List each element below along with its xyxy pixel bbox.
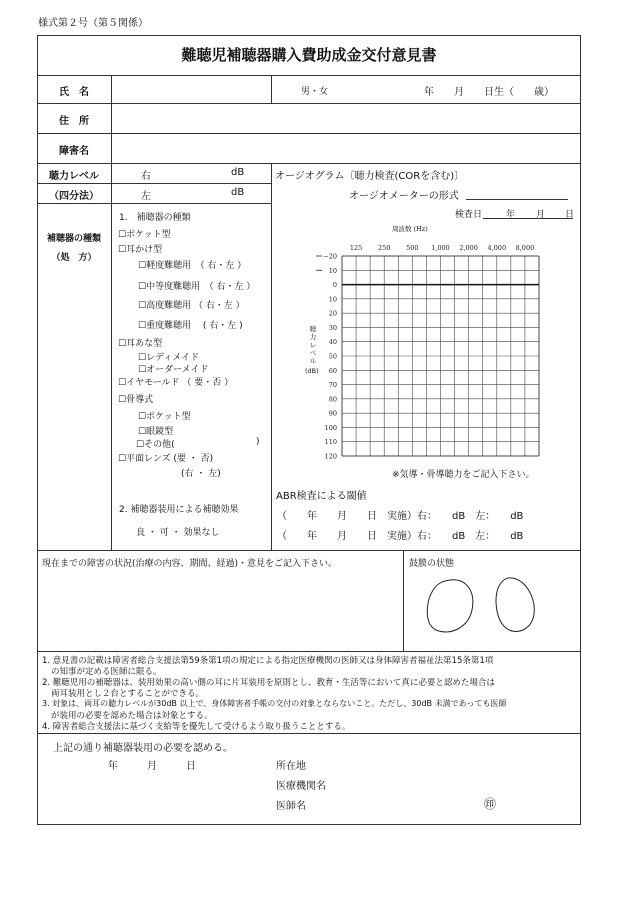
exam-date-year: 年 — [506, 210, 516, 220]
x-tick-label: 250 — [378, 244, 391, 252]
checkbox-flat-lens[interactable]: ☐平面レンズ (要 ・ 否) — [118, 454, 214, 464]
exam-date-label: 検査日 — [455, 210, 483, 220]
effect-heading: 2. 補聴器装用による補聴効果 — [119, 505, 239, 515]
checkbox-severe[interactable]: ☐高度難聴用 （ 右・左 ） — [138, 301, 245, 311]
address-field-label: 所在地 — [276, 761, 306, 772]
x-tick-label: 125 — [349, 244, 363, 252]
divider — [37, 75, 581, 76]
y-tick-label: 120 — [324, 452, 337, 461]
abr-row-2: （ 年 月 日 実施）右： dB 左： dB — [277, 531, 524, 542]
audiogram-yunit: (dB) — [305, 367, 319, 375]
four-division-label: （四分法） — [49, 191, 99, 202]
y-tick-label: 70 — [328, 381, 337, 390]
effect-options: 良 ・ 可 ・ 効果なし — [136, 528, 220, 538]
exam-date-month: 月 — [536, 210, 546, 220]
right-ear-label: 右 — [141, 171, 151, 182]
note-line: の知事が定める医師に限る。 — [51, 667, 162, 677]
divider — [37, 550, 581, 551]
form-title: 難聴児補聴器購入費助成金交付意見書 — [181, 46, 437, 64]
y-tick-label: 110 — [324, 438, 337, 447]
birth-date: 年 月 日生（ 歳） — [424, 87, 554, 98]
abr-row-1: （ 年 月 日 実施）右： dB 左： dB — [277, 511, 524, 522]
x-tick-label: 1,000 — [431, 244, 450, 252]
db-unit: dB — [231, 187, 245, 198]
divider — [37, 103, 581, 104]
checkbox-ready-made[interactable]: ☐レディメイド — [138, 353, 200, 363]
note-line: 4. 障害者総合支援法に基づく支給等を優先して受けるよう取り扱うこととする。 — [42, 722, 351, 732]
hearing-level-label: 聴力レベル — [49, 171, 99, 182]
doctor-field-label: 医師名 — [276, 801, 306, 812]
checkbox-custom-made[interactable]: ☐オーダーメイド — [138, 365, 209, 375]
left-eardrum-outline — [496, 578, 534, 632]
aid-types-heading: 1. 補聴器の種類 — [119, 213, 191, 223]
y-tick-label: 90 — [328, 409, 337, 418]
sign-year: 年 — [108, 761, 118, 772]
y-tick-label: 10 — [328, 295, 337, 304]
seal-mark: ㊞ — [484, 797, 497, 811]
audiogram-chart — [272, 236, 572, 462]
x-tick-label: 8,000 — [515, 244, 535, 252]
divider — [37, 133, 581, 134]
meter-type-line — [466, 199, 568, 200]
x-tick-label: 2,000 — [459, 244, 478, 252]
certification-statement: 上記の通り補聴器装用の必要を認める。 — [53, 743, 233, 754]
divider — [37, 733, 581, 734]
checkbox-profound[interactable]: ☐重度難聴用 ( 右・左 ) — [138, 321, 243, 331]
note-line: 両耳装用とし２台とすることができる。 — [51, 689, 205, 699]
y-tick-label: −20 — [323, 252, 337, 261]
address-label: 住 所 — [59, 116, 89, 127]
checkbox-bone-pocket[interactable]: ☐ポケット型 — [138, 412, 191, 422]
meter-type-label: オージオメーターの形式 — [349, 191, 459, 202]
checkbox-behind-ear[interactable]: ☐耳かけ型 — [118, 245, 163, 255]
abr-heading: ABR検査による閾値 — [276, 491, 367, 502]
audiogram-heading: オージオグラム〔聴力検査(CORを含む)〕 — [275, 171, 465, 182]
institution-field-label: 医療機関名 — [276, 781, 326, 792]
lens-side-options: (右 ・ 左) — [181, 469, 221, 479]
divider — [37, 203, 271, 204]
aid-type-label: 補聴器の種類 — [46, 234, 101, 244]
y-tick-label: 10 — [328, 266, 337, 275]
left-ear-label: 左 — [141, 191, 151, 202]
note-line: 1. 意見書の記載は障害者総合支援法第59条第1項の規定による指定医療機関の医師又は身体障害者福祉法第15条第1項 — [42, 656, 494, 666]
divider — [37, 163, 581, 164]
checkbox-other[interactable]: ☐その他( — [136, 440, 175, 450]
note-line: 3. 対象は、両耳の聴力レベルが30dB 以上で、身体障害者手帳の交付の対象とならないこと。ただし、30dB 未満であっても医師 — [42, 699, 507, 708]
checkbox-moderate[interactable]: ☐中等度難聴用 （ 右・左 ） — [138, 282, 256, 292]
eardrum-drawing — [420, 572, 565, 638]
exam-date-day: 日 — [565, 210, 575, 220]
divider — [111, 75, 112, 550]
audiogram-ylabel: 聴力レベル — [309, 325, 317, 365]
sign-day: 日 — [186, 761, 196, 772]
audiogram-note: ※気導・骨導聴力をご記入下さい。 — [392, 470, 535, 480]
note-line: が装用の必要を認めた場合は対象とする。 — [51, 711, 213, 721]
eardrum-label: 鼓膜の状態 — [409, 559, 455, 569]
sign-month: 月 — [147, 761, 157, 772]
y-tick-label: 40 — [328, 338, 337, 347]
checkbox-mild[interactable]: ☐軽度難聴用 （ 右・左 ） — [138, 261, 247, 271]
y-tick-label: 0 — [332, 281, 337, 290]
right-eardrum-outline — [427, 580, 473, 632]
divider — [37, 651, 581, 652]
checkbox-bone-conduction[interactable]: ☐骨導式 — [118, 395, 154, 405]
y-tick-label: 20 — [328, 309, 337, 318]
prescription-label: （処 方） — [51, 253, 97, 263]
x-tick-label: 500 — [406, 244, 419, 252]
checkbox-ear-mold[interactable]: ☐イヤモールド （ 要・否 ） — [118, 378, 234, 388]
y-tick-label: 30 — [328, 323, 337, 332]
y-tick-label: 60 — [328, 366, 337, 375]
status-label: 現在までの障害の状況(治療の内容、期間、経過)・意見をご記入下さい。 — [42, 559, 338, 569]
checkbox-glasses[interactable]: ☐眼鏡型 — [138, 427, 174, 437]
y-tick-label: 50 — [328, 352, 337, 361]
note-line: 2. 難聴児用の補聴器は、装用効果の高い側の耳に片耳装用を原則とし、教育・生活等において真に必要と認めた場合は — [42, 678, 495, 688]
y-tick-label: 80 — [328, 395, 337, 404]
gender-options: 男・女 — [301, 87, 329, 97]
x-tick-label: 4,000 — [487, 244, 507, 252]
disability-label: 障害名 — [59, 146, 89, 157]
divider — [37, 183, 271, 184]
checkbox-pocket[interactable]: ☐ポケット型 — [118, 230, 171, 240]
name-label: 氏 名 — [59, 87, 89, 98]
other-close-paren: ) — [256, 437, 260, 447]
checkbox-in-ear[interactable]: ☐耳あな型 — [118, 339, 163, 349]
y-tick-label: 100 — [324, 423, 337, 432]
divider — [271, 75, 272, 103]
exam-date-line — [483, 218, 573, 219]
freq-axis-label: 周波数 (Hz) — [392, 225, 428, 233]
divider — [403, 550, 404, 651]
db-unit: dB — [231, 167, 245, 178]
form-number-label: 様式第２号（第５関係） — [38, 18, 148, 29]
